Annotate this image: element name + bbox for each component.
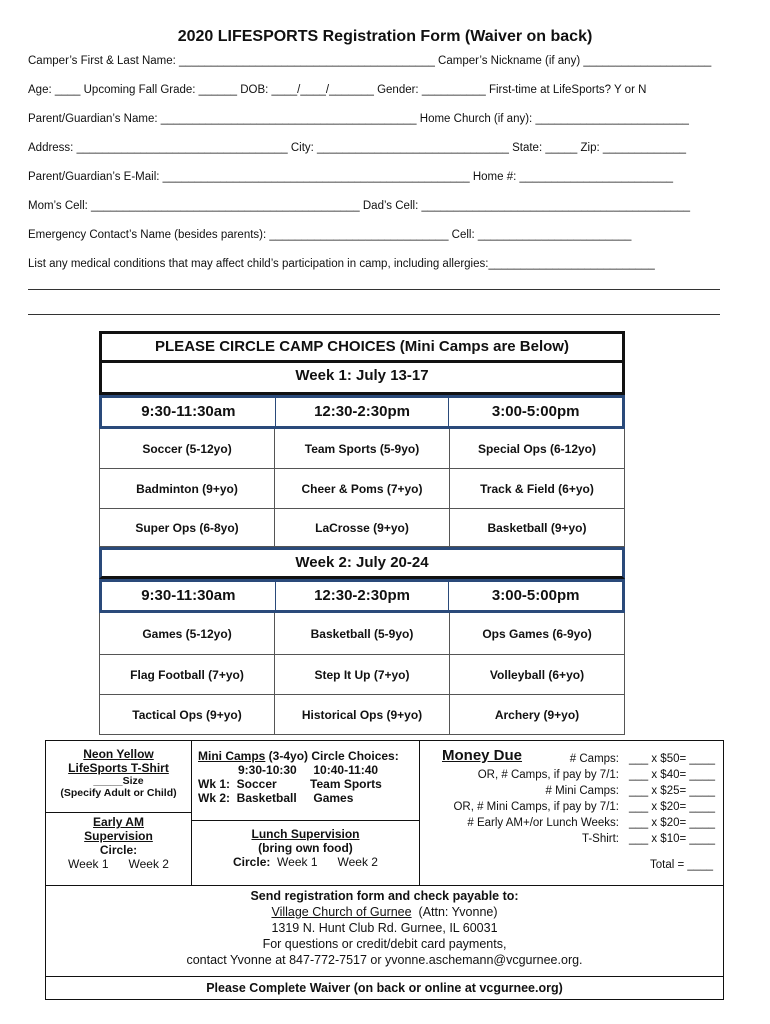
- week1-camp-row: [99, 429, 625, 469]
- camp-choice[interactable]: Step It Up (7+yo): [275, 655, 450, 694]
- money-row: [428, 799, 715, 815]
- field-email-row[interactable]: Parent/Guardian’s E-Mail: ________________________________________________ Home #: ________________________: [28, 171, 673, 183]
- camp-choice[interactable]: Ops Games (6-9yo): [482, 626, 592, 641]
- camp-choice[interactable]: Basketball (5-9yo): [275, 613, 450, 654]
- early-am-subtitle: Supervision: [84, 829, 153, 843]
- form-title: 2020 LIFESPORTS Registration Form (Waiver on back): [177, 28, 593, 45]
- church-name: Village Church of Gurnee: [271, 905, 412, 919]
- camp-choice[interactable]: Cheer & Poms (7+yo): [275, 469, 450, 508]
- money-row-label: T-Shirt:: [581, 833, 619, 845]
- week2-camp-row: [99, 655, 625, 695]
- contact-line[interactable]: contact Yvonne at 847-772-7517 or yvonne.aschemann@vcgurnee.org.: [186, 953, 583, 967]
- week1-camp-row: [99, 469, 625, 509]
- field-parent-row[interactable]: Parent/Guardian’s Name: ________________________________________ Home Church (if any): ________________________: [28, 113, 689, 125]
- medical-blank-line-2[interactable]: [28, 314, 720, 315]
- church-address: 1319 N. Hunt Club Rd. Gurnee, IL 60031: [271, 921, 498, 935]
- camp-choices-heading: PLEASE CIRCLE CAMP CHOICES (Mini Camps are Below): [99, 331, 625, 363]
- money-row-value[interactable]: ___ x $25= ____: [628, 785, 715, 797]
- camp-choice[interactable]: LaCrosse (9+yo): [275, 509, 450, 546]
- week2-camp-row: [99, 613, 625, 655]
- money-row: [428, 831, 715, 847]
- early-am-cell: [46, 813, 192, 885]
- registration-fields: [28, 50, 720, 282]
- mini-camps-heading-rest: (3-4yo) Circle Choices:: [265, 749, 399, 763]
- camp-choice[interactable]: Track & Field (6+yo): [480, 481, 594, 496]
- money-total[interactable]: Total = ____: [650, 859, 713, 871]
- medical-blank-line-1[interactable]: [28, 289, 720, 290]
- money-row-value[interactable]: ___ x $50= ____: [628, 753, 715, 765]
- camp-choice[interactable]: Basketball (9+yo): [487, 520, 587, 535]
- camp-choice[interactable]: Volleyball (6+yo): [489, 667, 585, 682]
- money-row-value[interactable]: ___ x $40= ____: [628, 769, 715, 781]
- field-address-row[interactable]: Address: _________________________________ City: ______________________________ State: _____ Zip: _____________: [28, 142, 687, 154]
- money-row-label: # Early AM+/or Lunch Weeks:: [467, 817, 619, 829]
- field-name-row[interactable]: Camper’s First & Last Name: ________________________________________ Camper’s Nickname (if any) ____________________: [28, 55, 712, 67]
- mini-camps-week1[interactable]: Wk 1: Soccer Team Sports: [198, 777, 382, 791]
- lunch-week-options[interactable]: Week 1 Week 2: [270, 855, 378, 869]
- week1-time-afternoon: 3:00-5:00pm: [491, 403, 580, 420]
- week1-camp-row: [99, 509, 625, 547]
- camp-choice[interactable]: Games (5-12yo): [100, 613, 275, 654]
- lunch-title: Lunch Supervision: [251, 827, 360, 841]
- tshirt-subtitle: LifeSports T-Shirt: [68, 761, 169, 775]
- camp-choice[interactable]: Soccer (5-12yo): [100, 429, 275, 468]
- camp-choice[interactable]: Flag Football (7+yo): [100, 655, 275, 694]
- mini-camps-cell: [192, 741, 420, 821]
- lunch-note: (bring own food): [258, 841, 353, 855]
- early-am-circle-label: Circle:: [99, 843, 138, 857]
- camp-choice[interactable]: Special Ops (6-12yo): [477, 441, 597, 456]
- money-row-label: OR, # Mini Camps, if pay by 7/1:: [453, 801, 619, 813]
- week2-heading: Week 2: July 20-24: [99, 547, 625, 579]
- week1-time-midday: 12:30-2:30pm: [276, 398, 450, 426]
- week2-times-row: [99, 579, 625, 613]
- payment-section: [45, 740, 724, 1000]
- lunch-circle-label: Circle:: [233, 855, 271, 869]
- week2-camp-row: [99, 695, 625, 735]
- mini-camps-week2[interactable]: Wk 2: Basketball Games: [198, 791, 354, 805]
- camp-choice[interactable]: Super Ops (6-8yo): [100, 509, 275, 546]
- week1-heading: Week 1: July 13-17: [99, 363, 625, 395]
- field-age-row[interactable]: Age: ____ Upcoming Fall Grade: ______ DOB: ____/____/_______ Gender: __________ First-time at LifeSports? Y or N: [28, 84, 647, 96]
- mini-camps-times: 9:30-10:30 10:40-11:40: [238, 763, 379, 777]
- mini-camps-heading: Mini Camps: [198, 749, 266, 763]
- tshirt-size-note: (Specify Adult or Child): [60, 787, 177, 799]
- money-due-cell: [420, 741, 723, 885]
- field-emergency-row[interactable]: Emergency Contact’s Name (besides parents): ____________________________ Cell: ________________________: [28, 229, 632, 241]
- money-row-label: # Camps:: [569, 753, 619, 765]
- money-row-value[interactable]: ___ x $20= ____: [628, 801, 715, 813]
- money-row-label: # Mini Camps:: [545, 785, 619, 797]
- camp-choice[interactable]: Tactical Ops (9+yo): [100, 695, 275, 734]
- early-am-week-options[interactable]: Week 1 Week 2: [68, 857, 169, 871]
- money-row-value[interactable]: ___ x $10= ____: [628, 833, 715, 845]
- camp-choice[interactable]: Team Sports (5-9yo): [275, 429, 450, 468]
- early-am-title: Early AM: [93, 815, 144, 829]
- church-attn: (Attn: Yvonne): [411, 905, 498, 919]
- field-medical-row[interactable]: List any medical conditions that may affect child’s participation in camp, including allergies:__________________________: [28, 258, 655, 270]
- send-heading: Send registration form and check payable to:: [250, 889, 519, 903]
- camp-choice[interactable]: Badminton (9+yo): [100, 469, 275, 508]
- camp-choice[interactable]: Archery (9+yo): [494, 707, 580, 722]
- week1-times-row: [99, 395, 625, 429]
- money-row-label: OR, # Camps, if pay by 7/1:: [477, 769, 619, 781]
- questions-line: For questions or credit/debit card payments,: [262, 937, 507, 951]
- tshirt-size-field[interactable]: _____Size: [93, 775, 144, 787]
- field-cell-row[interactable]: Mom’s Cell: __________________________________________ Dad’s Cell: __________________________________________: [28, 200, 691, 212]
- money-due-heading: Money Due: [442, 747, 523, 764]
- money-row: [428, 767, 715, 783]
- tshirt-cell: [46, 741, 192, 813]
- money-row: [428, 815, 715, 831]
- week2-time-morning: 9:30-11:30am: [102, 582, 276, 610]
- camp-choices-table: [99, 331, 625, 735]
- week1-time-morning: 9:30-11:30am: [102, 398, 276, 426]
- lunch-supervision-cell: [192, 821, 420, 885]
- camp-choice[interactable]: Historical Ops (9+yo): [275, 695, 450, 734]
- week2-time-afternoon: 3:00-5:00pm: [491, 587, 580, 604]
- money-row: [428, 783, 715, 799]
- money-row-value[interactable]: ___ x $20= ____: [628, 817, 715, 829]
- week2-time-midday: 12:30-2:30pm: [276, 582, 450, 610]
- waiver-note: Please Complete Waiver (on back or online at vcgurnee.org): [206, 981, 563, 995]
- send-info-cell: [46, 885, 723, 977]
- tshirt-title: Neon Yellow: [83, 747, 154, 761]
